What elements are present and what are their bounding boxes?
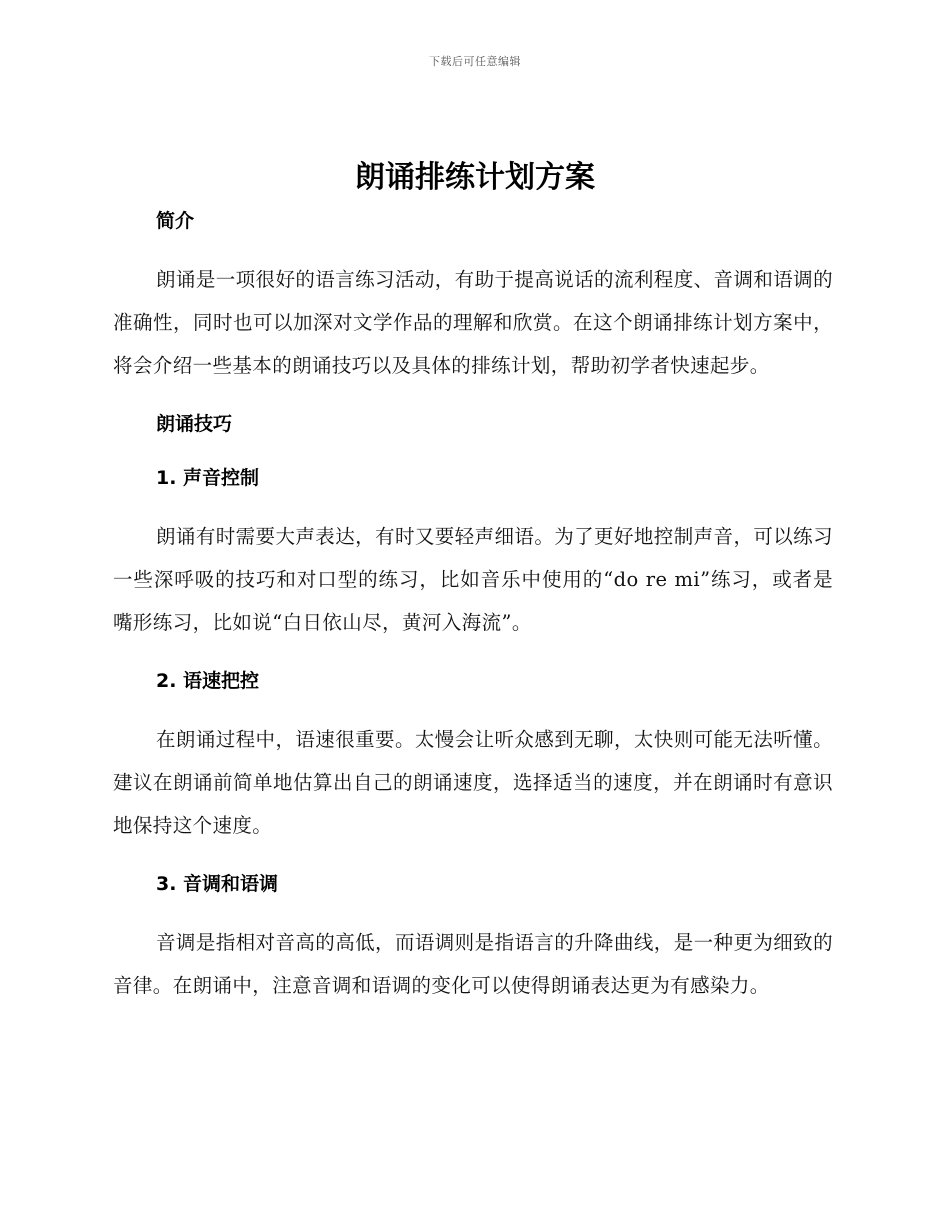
section1-heading: 1. 声音控制 (156, 467, 260, 489)
intro-paragraph: 朗诵是一项很好的语言练习活动，有助于提高说话的流利程度、音调和语调的准确性，同时也可以加深对文学作品的理解和欣赏。在这个朗诵排练计划方案中，将会介绍一些基本的朗诵技巧以及具体的排练计划，帮助初学者快速起步。 (113, 268, 833, 377)
section2-heading: 2. 语速把控 (156, 670, 260, 692)
section1-paragraph: 朗诵有时需要大声表达，有时又要轻声细语。为了更好地控制声音，可以练习一些深呼吸的技巧和对口型的练习，比如音乐中使用的“do re mi”练习，或者是嘴形练习，比如说“白日依山尽，黄河入海流”。 (113, 525, 833, 634)
intro-heading: 简介 (156, 210, 195, 232)
document-body (113, 204, 833, 1007)
skills-heading: 朗诵技巧 (156, 413, 233, 435)
section3-heading: 3. 音调和语调 (156, 873, 279, 895)
document-title: 朗诵排练计划方案 (355, 160, 595, 195)
header-note: 下载后可任意编辑 (429, 55, 521, 68)
section2-paragraph: 在朗诵过程中，语速很重要。太慢会让听众感到无聊，太快则可能无法听懂。建议在朗诵前简单地估算出自己的朗诵速度，选择适当的速度，并在朗诵时有意识地保持这个速度。 (113, 728, 833, 837)
section3-paragraph: 音调是指相对音高的高低，而语调则是指语言的升降曲线，是一种更为细致的音律。在朗诵中，注意音调和语调的变化可以使得朗诵表达更为有感染力。 (113, 931, 833, 997)
